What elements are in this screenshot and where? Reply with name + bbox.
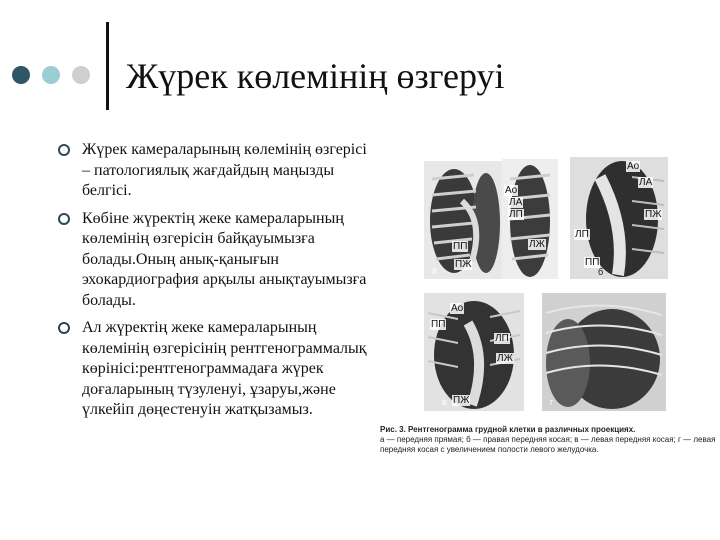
label-pp: ПП [453,241,468,252]
xray-image-e [542,293,666,411]
label-pp: ПП [431,319,446,330]
label-lp: ЛП [509,209,523,220]
panel-letter-v: в [442,397,447,407]
figure-caption [380,425,716,455]
label-pp: ПП [585,257,600,268]
bullet-text: Көбіне жүректің жеке камераларының көлемінің өзгерісін байқауымызға болады.Оның анық-қанығын эхокардиография арқылы анықтауымызға болады. [82,209,367,309]
bullet-icon [58,213,70,225]
bullet-item [56,318,374,421]
label-la: ЛА [509,197,523,208]
label-la: ЛА [639,177,653,188]
bullet-text: Жүрек камераларының көлемінің өзгерісі – патологиялық жағдайдың маңызды белгісі. [82,141,367,199]
xray-panel-c [570,157,668,279]
panel-letter-g: г [550,397,554,407]
dot-dark [12,66,30,84]
label-lp: ЛП [495,333,509,344]
dot-light [42,66,60,84]
bullet-list [56,140,374,428]
bullet-item [56,140,374,202]
label-pzh: ПЖ [455,259,472,270]
panel-letter-a: а [432,265,438,275]
label-ao: Ао [505,185,518,196]
label-lp: ЛП [575,229,589,240]
xray-panel-a [424,161,506,279]
label-lzh: ЛЖ [497,353,513,364]
bullet-icon [58,322,70,334]
caption-title: Рис. 3. Рентгенограмма грудной клетки в различных проекциях. [380,425,636,434]
bullet-text: Ал жүректің жеке камераларының көлемінің өзгерісінің рентгенограммалық көрінісі:рентгенограммадаға жүрек доғаларының түзуленуі, ұзаруы,және үлкейіп дөңестенуін жатқызамыз. [82,319,367,418]
label-ao: Ао [451,303,464,314]
label-lzh: ЛЖ [529,239,545,250]
xray-image-d [424,293,524,411]
panel-letter-b: б [598,267,604,277]
xray-panel-d [424,293,524,411]
decorative-dots [12,66,90,84]
label-ao: Ао [627,161,640,172]
xray-panel-b [502,159,558,279]
title-divider [106,22,109,110]
caption-text: а — передняя прямая; б — правая передняя косая; в — левая передняя косая; г — левая передняя косая с увеличением полости левого желудочка. [380,435,716,454]
slide-title: Жүрек көлемінің өзгеруі [126,56,505,96]
label-pzh: ПЖ [645,209,662,220]
dot-grey [72,66,90,84]
label-pzh: ПЖ [453,395,470,406]
bullet-item [56,209,374,312]
xray-figure [378,153,718,455]
xray-panel-e [542,293,666,411]
bullet-icon [58,144,70,156]
